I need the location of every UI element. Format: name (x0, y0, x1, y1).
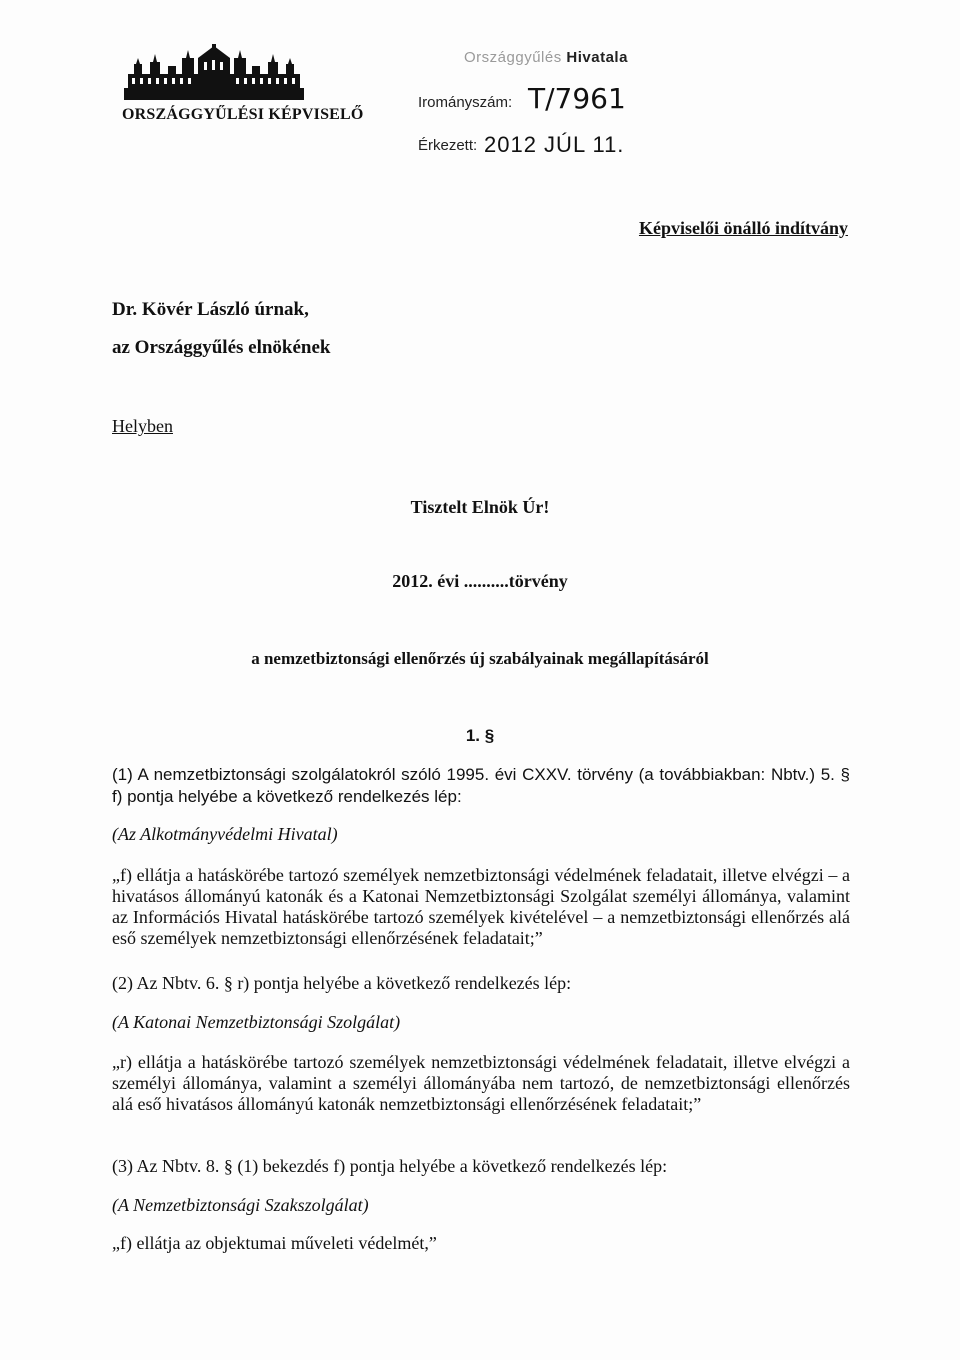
organization-name: ORSZÁGGYŰLÉSI KÉPVISELŐ (122, 106, 364, 123)
stamp-office-faded: Országgyűlés (464, 49, 562, 66)
proposal-type: Képviselői önálló indítvány (638, 218, 848, 238)
parliament-building-icon (124, 44, 304, 100)
stamp-office-name: Hivatala (566, 49, 628, 66)
salutation: Tisztelt Elnök Úr! (410, 497, 550, 517)
addressee-line-2: az Országgyűlés elnökének (112, 337, 331, 358)
registry-number-label: Irományszám: (418, 94, 513, 111)
paragraph-3-heading: (A Nemzetbiztonsági Szakszolgálat) (112, 1195, 369, 1215)
law-subtitle: a nemzetbiztonsági ellenőrzés új szabályainak megállapításáról (251, 649, 709, 668)
addressee-line-1: Dr. Kövér László úrnak, (112, 299, 309, 320)
paragraph-2-text: (2) Az Nbtv. 6. § r) pontja helyébe a következő rendelkezés lép: (112, 973, 572, 993)
paragraph-3-quote: „f) ellátja az objektumai műveleti védelmét,” (112, 1233, 437, 1253)
stamp-office (464, 49, 628, 66)
paragraph-1-text: (1) A nemzetbiztonsági szolgálatokról szóló 1995. évi CXXV. törvény (a továbbiakban: Nbtv.) 5. § f) pontja helyébe a következő rendelkezés lép: (112, 765, 850, 806)
registry-number-value: T/7961 (528, 82, 626, 115)
received-date: 2012 JÚL 11. (484, 132, 625, 157)
paragraph-2-heading: (A Katonai Nemzetbiztonsági Szolgálat) (112, 1012, 401, 1032)
paragraph-1-heading: (Az Alkotmányvédelmi Hivatal) (112, 824, 338, 844)
law-title: 2012. évi ..........törvény (392, 571, 568, 591)
received-label: Érkezett: (418, 137, 478, 154)
paragraph-1-quote: „f) ellátja a hatáskörébe tartozó személyek nemzetbiztonsági védelmének feladatait, illetve elvégzi – a hivatásos állományú katonák és a Katonai Nemzetbiztonsági Szolgálat személyi állománya, valamint az Információs Hivatal hatáskörébe tartozó személyek kivételével – a nemzetbiztonsági ellenőrzés alá eső személyek nemzetbiztonsági ellenőrzésének feladatait;” (112, 865, 850, 948)
location-line: Helyben (112, 416, 173, 436)
paragraph-3-text: (3) Az Nbtv. 8. § (1) bekezdés f) pontja helyébe a következő rendelkezés lép: (112, 1156, 668, 1176)
section-number: 1. § (465, 726, 495, 745)
paragraph-2-quote: „r) ellátja a hatáskörébe tartozó személyek nemzetbiztonsági védelmének feladatait, illetve elvégzi a személyi állománya, valamint a személyi állományába nem tartozó, de nemzetbiztonsági ellenőrzés alá eső hivatásos állományú katonák nemzetbiztonsági ellenőrzésének feladatait;” (112, 1052, 850, 1114)
